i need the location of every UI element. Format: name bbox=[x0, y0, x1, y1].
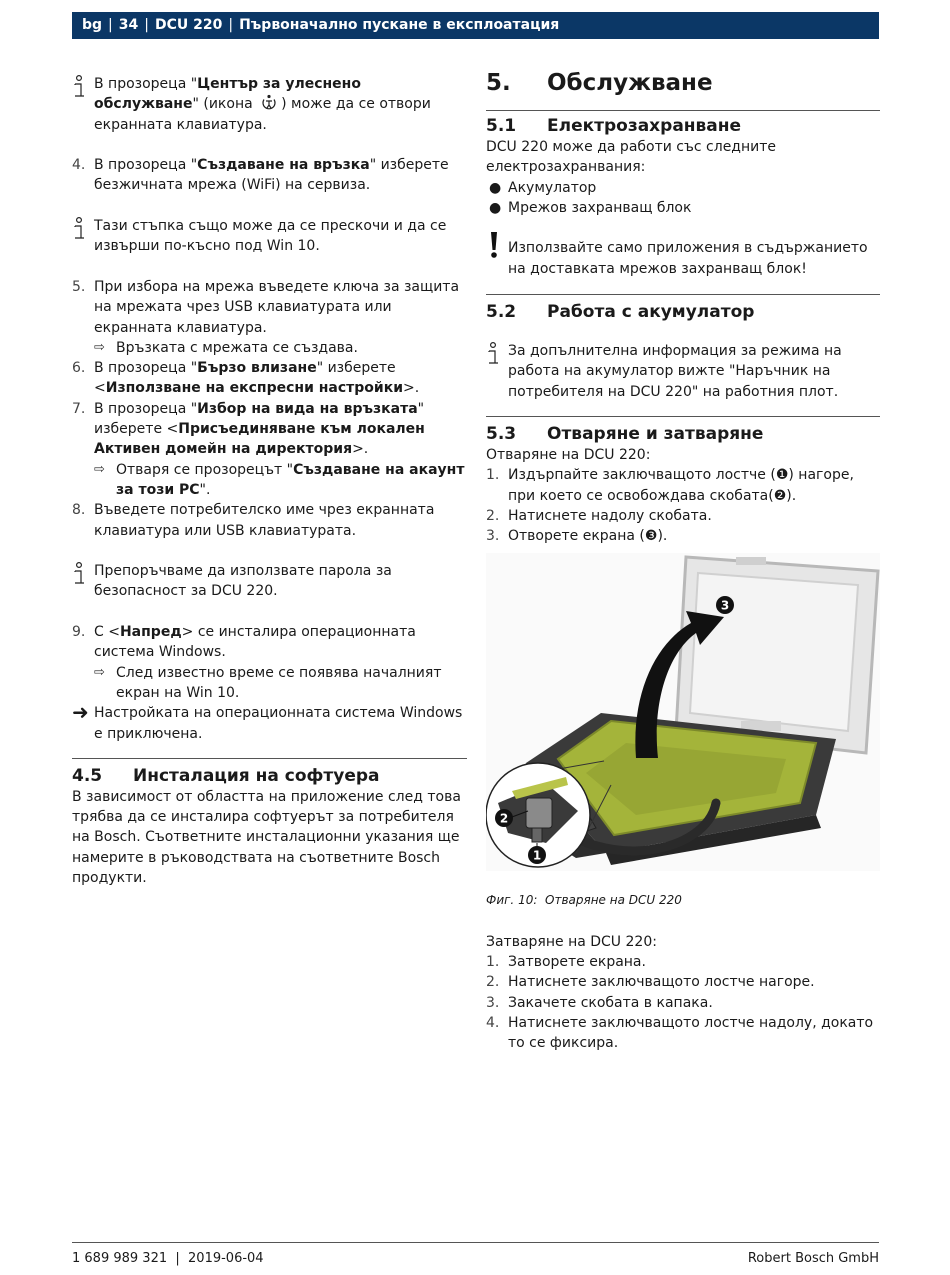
list-item-close-step: 2. Натиснете заключващото лостче нагоре. bbox=[486, 974, 815, 991]
info-note-password: Препоръчваме да използвате парола за безопасност за DCU 220. bbox=[72, 561, 467, 602]
list-item-bullet: ● Мрежов захранващ блок bbox=[486, 198, 880, 218]
open-intro: Отваряне на DCU 220: bbox=[486, 446, 651, 463]
list-item-step-8: 8. Въведете потребителско име чрез екранната клавиатура или USB клавиатурата. bbox=[72, 502, 435, 539]
section-5-1-body: DCU 220 може да работи със следните електрозахранвания: bbox=[486, 139, 777, 176]
list-item-close-step: 3. Закачете скобата в капака. bbox=[486, 994, 713, 1011]
final-arrow-icon: ➜ bbox=[72, 700, 89, 725]
section-heading-5-1: 5.1 Електрозахранване bbox=[486, 116, 742, 136]
header-chapter: Първоначално пускане в експлоатация bbox=[239, 17, 560, 33]
svg-text:3: 3 bbox=[720, 598, 730, 613]
result-arrow-icon: ⇨ bbox=[94, 339, 105, 355]
section-heading-4-5: 4.5 Инсталация на софтуера bbox=[72, 758, 467, 787]
laptop-screen-lid bbox=[676, 557, 878, 753]
ease-of-access-label: Център за улеснено обслужване bbox=[94, 76, 361, 113]
list-item-bullet: ● Акумулатор bbox=[486, 178, 880, 198]
svg-text:2: 2 bbox=[499, 811, 509, 826]
header-product: DCU 220 bbox=[154, 17, 223, 33]
bullet-icon: ● bbox=[489, 199, 502, 216]
list-item-open-step: 1. Издърпайте заключващото лостче (❶) нагоре, при което се освобождава скобата(❷). bbox=[486, 467, 854, 504]
header-lang: bg bbox=[82, 17, 103, 33]
close-intro: Затваряне на DCU 220: bbox=[486, 933, 657, 950]
list-item-step-4: 4. В прозореца "Създаване на връзка" изберете безжичната мрежа (WiFi) на сервиза. bbox=[72, 157, 449, 194]
info-note-skip-step: Тази стъпка също може да се прескочи и да се извърши по-късно под Win 10. bbox=[72, 216, 467, 257]
header-page-number: 34 bbox=[118, 17, 139, 33]
info-icon bbox=[72, 75, 88, 99]
info-note-battery: За допълнителна информация за режима на работа на акумулатор вижте "Наръчник на потребителя на DCU 220" на работния плот. bbox=[486, 341, 880, 402]
page-header: bg | 34 | DCU 220 | Първоначално пускане в експлоатация bbox=[72, 12, 879, 39]
figure-caption: Фиг. 10: Отваряне на DCU 220 bbox=[486, 893, 682, 908]
ease-of-access-icon bbox=[259, 94, 279, 110]
list-item-open-step: 3. Отворете екрана (❸). bbox=[486, 528, 668, 545]
info-icon bbox=[72, 562, 88, 586]
info-note-keyboard: В прозореца "Център за улеснено обслужване" (икона ) може да се отвори екранната клавиатура. bbox=[72, 74, 467, 135]
list-item-open-step: 2. Натиснете надолу скобата. bbox=[486, 507, 712, 524]
bullet-icon: ● bbox=[489, 179, 502, 196]
result-network-connection: ⇨ Връзката с мрежата се създава. bbox=[72, 338, 467, 358]
callout-3 bbox=[716, 596, 734, 614]
list-item-step-5: 5. При избора на мрежа въведете ключа за защита на мрежата чрез USB клавиатурата или екранната клавиатура. bbox=[72, 278, 460, 336]
list-item-step-7: 7. В прозореца "Избор на вида на връзката" изберете <Присъединяване към локален Активен домейн на директория>. bbox=[72, 400, 425, 458]
exclamation-icon bbox=[486, 231, 502, 259]
footer-doc-info: 1 689 989 321 | 2019-06-04 bbox=[72, 1251, 264, 1266]
figure-device-opening bbox=[486, 553, 880, 871]
info-icon bbox=[486, 342, 502, 366]
footer-divider bbox=[72, 1242, 879, 1243]
result-create-account-window: ⇨ Отваря се прозорецът "Създаване на акаунт за този PC". bbox=[94, 461, 465, 498]
chapter-heading-5: 5. Обслужване bbox=[486, 68, 880, 111]
final-result: ➜ Настройката на операционната система Windows е приключена. bbox=[72, 700, 463, 742]
footer-doc-number: 1 689 989 321 bbox=[72, 1251, 168, 1266]
list-item-step-6: 6. В прозореца "Бързо влизане" изберете <Използване на експресни настройки>. bbox=[72, 360, 420, 397]
section-heading-5-2: 5.2 Работа с акумулатор bbox=[486, 294, 880, 323]
footer-date: 2019-06-04 bbox=[188, 1251, 264, 1266]
info-icon bbox=[72, 217, 88, 241]
list-item-step-9: 9. С <Напред> се инсталира операционната система Windows. bbox=[72, 624, 416, 661]
list-item-close-step: 1. Затворете екрана. bbox=[486, 954, 646, 971]
warning-note: Използвайте само приложения в съдържанието на доставката мрежов захранващ блок! bbox=[486, 238, 880, 279]
section-4-5-body: В зависимост от областта на приложение след това трябва да се инсталира софтуерът за потребителя на Bosch. Съответните инсталационни указания ще намерите в ръководствата на съответните Bosch продукти. bbox=[72, 788, 461, 886]
result-win10-start-screen: ⇨ След известно време се появява началният екран на Win 10. bbox=[94, 664, 442, 701]
section-heading-5-3: 5.3 Отваряне и затваряне bbox=[486, 416, 880, 445]
result-arrow-icon: ⇨ bbox=[94, 664, 105, 680]
result-arrow-icon: ⇨ bbox=[94, 461, 105, 477]
footer-company: Robert Bosch GmbH bbox=[747, 1251, 879, 1266]
svg-text:1: 1 bbox=[532, 848, 542, 863]
laptop-illustration bbox=[486, 553, 880, 871]
list-item-close-step: 4. Натиснете заключващото лостче надолу, докато то се фиксира. bbox=[486, 1014, 874, 1052]
right-column bbox=[486, 68, 880, 1054]
left-column bbox=[72, 74, 467, 888]
